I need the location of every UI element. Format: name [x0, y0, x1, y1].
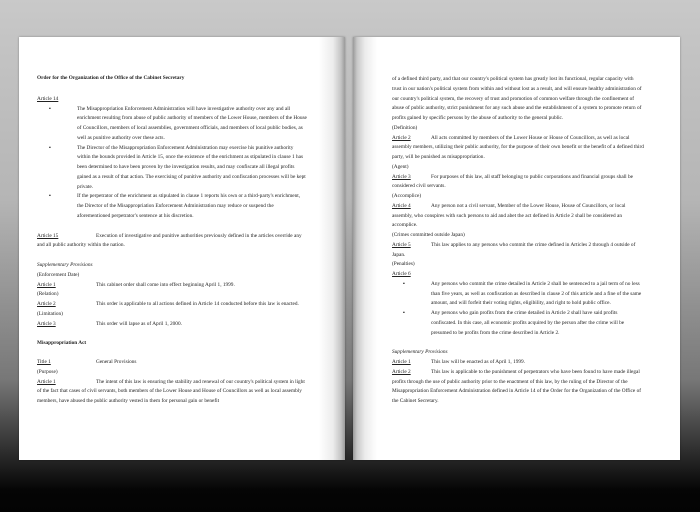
- article-text: Execution of investigative and punitive authorities previously defined in the articles override any and all public authority within the nation.: [37, 232, 302, 249]
- article: [37, 320, 307, 330]
- left-page: [19, 37, 345, 460]
- right-page-content: [392, 75, 644, 407]
- bullet-item: ▪ Any persons who commit the crime detailed in Article 2 shall be sentenced to a jail term of no less than five years, as well as confiscation as described in clause 2 of this article and a fine of the same amount, and will forfeit their voting rights, eligibility, and right to hold public office.: [392, 280, 644, 309]
- document-title: Order for the Organization of the Office of the Cabinet Secretary: [37, 75, 185, 81]
- article: [392, 202, 644, 231]
- article-label: Article 1: [37, 281, 56, 288]
- article-heading: [37, 95, 307, 105]
- article-text: This cabinet order shall come into effect beginning April 1, 1999.: [96, 281, 235, 288]
- paragraph: (Purpose): [37, 368, 58, 375]
- paragraph: (Agent): [392, 163, 409, 170]
- bullet-item: ▪ The Misappropriation Enforcement Administration will have investigative authority over any and all enrichment resulting from abuse of public authority of members of the Lower House, members of the House of Councillors, members of local assemblies, government officials, and members of local public bodies, as well as punitive authority over these acts.: [37, 105, 307, 144]
- article-label: Article 3: [37, 320, 56, 327]
- article-text: This law applies to any persons who commit the crime defined in Articles 2 through 4 outside of Japan.: [392, 241, 636, 258]
- article-label: Article 5: [392, 241, 411, 248]
- paragraph: (Enforcement Date): [37, 271, 80, 278]
- bullet-item: ▪ If the perpetrator of the enrichment as stipulated in clause 1 reports his own or a third-party's enrichment, the Director of the Misappropriation Enforcement Administration may reduce or suspend the aforementioned perpetrator's sentence at his discretion.: [37, 192, 307, 221]
- article-label: Article 2: [392, 368, 411, 375]
- article: [37, 358, 307, 368]
- paragraph: (Accomplice): [392, 193, 422, 199]
- article: [37, 300, 307, 310]
- spacer: [37, 251, 307, 261]
- spacer: [392, 338, 644, 348]
- article-label: Title 1: [37, 359, 51, 365]
- article: [392, 241, 644, 261]
- bullet-list: [37, 105, 307, 222]
- right-page: [353, 37, 680, 460]
- paragraph: (Penalties): [392, 261, 415, 268]
- article-label: Article 15: [37, 232, 59, 239]
- article-text: This order will lapse as of April 1, 2000.: [96, 320, 182, 327]
- article-label: Article 2: [37, 301, 56, 307]
- article: [37, 232, 307, 252]
- paragraph: (Definition): [392, 124, 418, 131]
- spacer: [37, 222, 307, 232]
- left-page-content: [37, 74, 307, 407]
- article-label: Article 4: [392, 202, 411, 209]
- article-label: Article 1: [392, 359, 411, 365]
- article-text: This law will be enacted as of April 1, 1999.: [431, 359, 525, 365]
- bullet-item: ▪ The Director of the Misappropriation Enforcement Administration may exercise his punitive authority within the bounds provided in Article 15, once the existence of the enrichment as stipulated in clause 1 has been determined to have been proven by the investigation results, and may confiscate all illegal profits gained as a result of that action. The exercising of punitive authority and confiscation processes will be kept private.: [37, 144, 307, 193]
- article-text: This order is applicable to all actions defined in Article 14 conducted before this law is enacted.: [96, 301, 299, 307]
- bullet-list: [392, 280, 644, 339]
- article-label: Article 2: [392, 134, 411, 141]
- article: [37, 281, 307, 291]
- provisions-heading: Supplementary Provisions: [392, 349, 448, 356]
- provisions-heading: Supplementary Provisions: [37, 262, 93, 268]
- article: [392, 358, 644, 368]
- article: [37, 378, 307, 407]
- article-text: All acts committed by members of the Lower House or House of Councillors, as well as local assembly members, utilizing their public authority, for the purpose of their own benefit or the benefit of a defined third party, will be punished as misappropriation.: [392, 134, 644, 160]
- article: [392, 134, 644, 163]
- section-heading: Misappropriation Act: [37, 340, 87, 347]
- paragraph: (Limitation): [37, 310, 63, 317]
- bullet-item: ▪ Any persons who gain profits from the crime detailed in Article 2 shall have said profits confiscated. In this case, all economic profits acquired by the person after the crime will be presumed to be profits from the crime described in Article 2.: [392, 309, 644, 338]
- article-text: Any person not a civil servant, Member of the Lower House, House of Councillors, or local assembly, who conspires with such persons to aid and abet the act defined in Article 2 shall be considered an accomplice.: [392, 202, 626, 229]
- article-heading: [392, 270, 644, 280]
- article-text: The intent of this law is ensuring the stability and renewal of our country's political system in light of the fact that cases of civil servants, both members of the Lower House and House of Councillors as well as local assembly members, have abused the public authority vested in them for personal gain or benefit: [37, 378, 305, 404]
- paragraph: of a defined third party, and that our country's political system has greatly lost its functional, regular capacity with trust in our nation's political system from within and without lost as a result, and will ensure healthy administration of our country's political system, the recovery of trust and promotion of common welfare through the confinement of abuse of public authority, strict punishment for any such abuse and the establishment of a system to promote return of profits gained by specific persons by the abuse of authority to the general public.: [392, 76, 642, 121]
- paragraph: (Crimes committed outside Japan): [392, 232, 465, 238]
- article-label: Article 6: [392, 271, 411, 277]
- article-text: For purposes of this law, all staff belonging to public corporations and financial groups shall be considered civil servants.: [392, 173, 633, 190]
- article-text: This law is applicable to the punishment of perpetrators who have been found to have made illegal profits through the use of public authority prior to the enactment of this law, by the ruling of the Director of the Misappropriation Enforcement Administration defined in Article 14 of the Order for the Organization of the Office of the Cabinet Secretary.: [392, 368, 641, 404]
- article-label: Article 3: [392, 173, 411, 180]
- article-label: Article 1: [37, 378, 56, 385]
- article: [392, 368, 644, 407]
- paragraph: (Relation): [37, 291, 59, 298]
- article-label: Article 14: [37, 95, 59, 102]
- article: [392, 173, 644, 193]
- article-text: General Provisions: [96, 359, 137, 365]
